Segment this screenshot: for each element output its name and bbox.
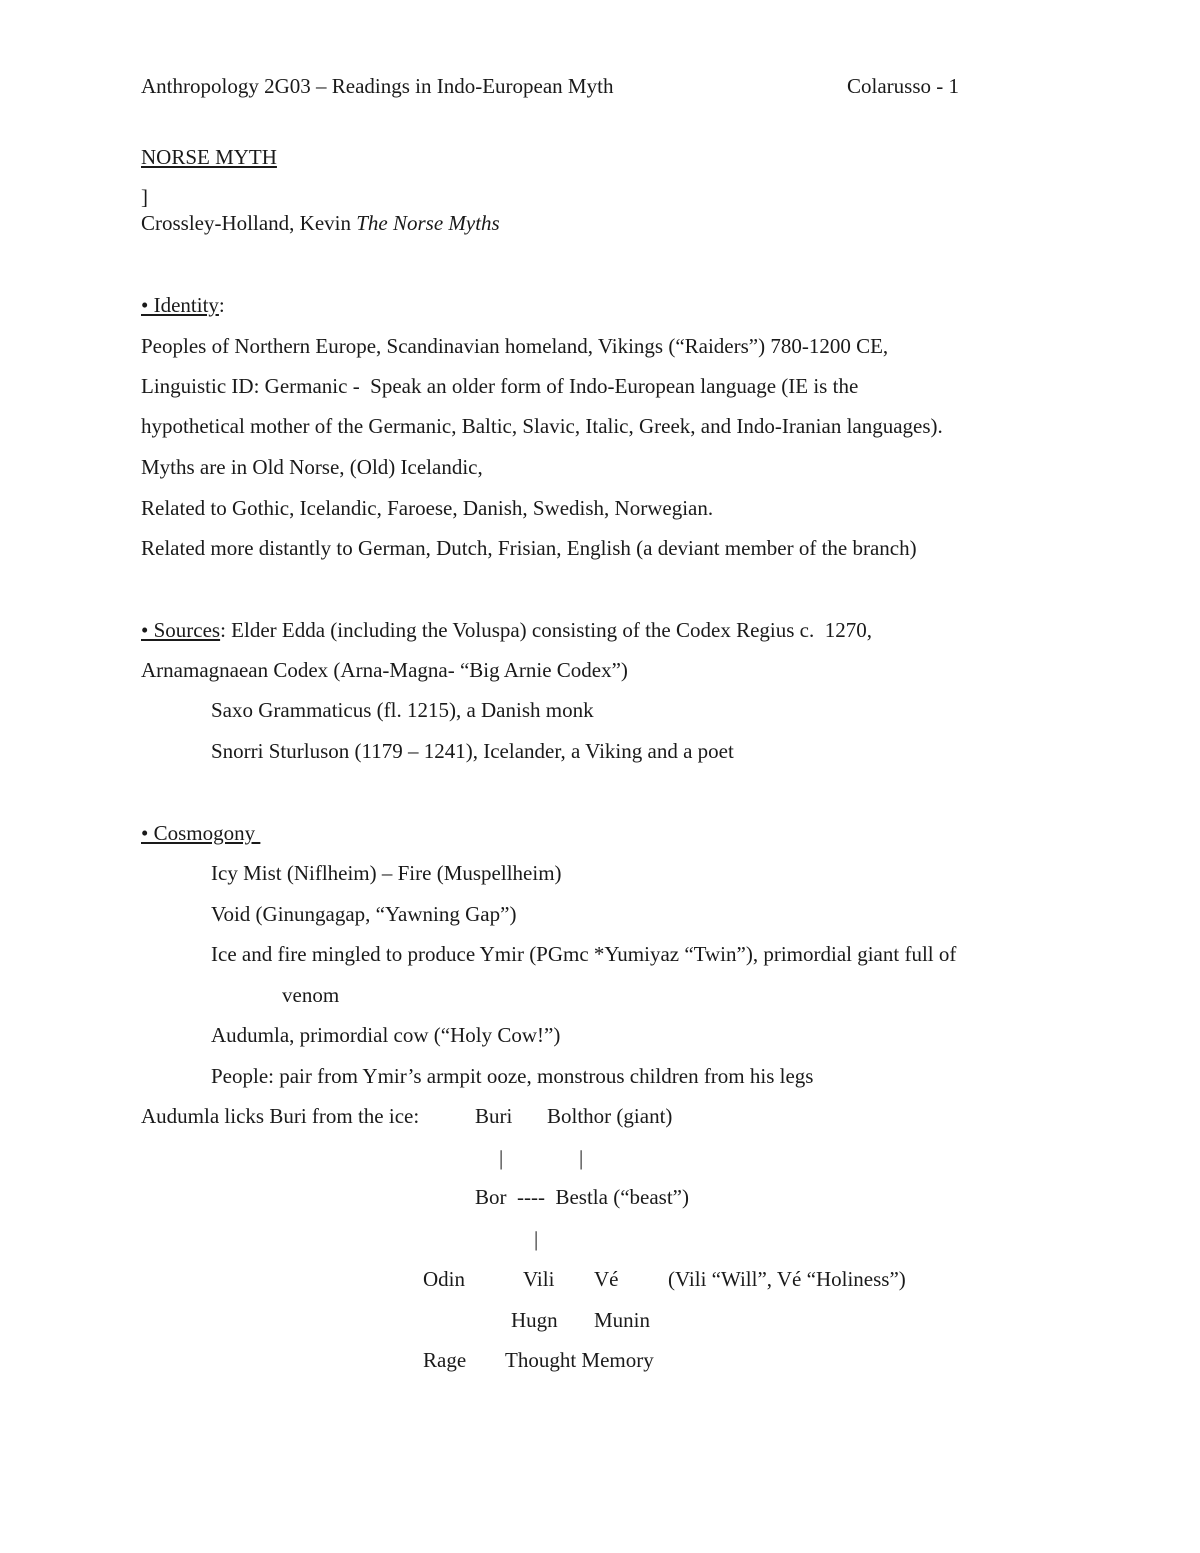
cosmogony-line-3: Ice and fire mingled to produce Ymir (PGmc *Yumiyaz “Twin”), primordial giant full of bbox=[211, 942, 957, 966]
document-header-page-ref: Colarusso - 1 bbox=[847, 74, 959, 98]
identity-line-1: Peoples of Northern Europe, Scandinavian homeland, Vikings (“Raiders”) 780-1200 CE, bbox=[141, 334, 889, 358]
sources-first-line: : Elder Edda (including the Voluspa) consisting of the Codex Regius c. 1270, bbox=[220, 618, 872, 642]
identity-line-5: Related to Gothic, Icelandic, Faroese, Danish, Swedish, Norwegian. bbox=[141, 496, 714, 520]
genealogy-vili: Vili bbox=[523, 1267, 555, 1291]
genealogy-odin: Odin bbox=[423, 1267, 465, 1291]
document-title: NORSE MYTH bbox=[141, 145, 277, 169]
genealogy-connector-bor: | bbox=[534, 1227, 539, 1251]
genealogy-munin: Munin bbox=[594, 1308, 651, 1332]
identity-heading-line bbox=[141, 293, 225, 317]
genealogy-bolthor: Bolthor (giant) bbox=[547, 1104, 673, 1128]
identity-line-4: Myths are in Old Norse, (Old) Icelandic, bbox=[141, 455, 483, 479]
cosmogony-line-1: Icy Mist (Niflheim) – Fire (Muspellheim) bbox=[211, 861, 562, 885]
genealogy-buri: Buri bbox=[475, 1104, 513, 1128]
identity-heading: • Identity bbox=[141, 293, 219, 317]
genealogy-intro: Audumla licks Buri from the ice: bbox=[141, 1104, 420, 1128]
stray-bracket: ] bbox=[141, 185, 148, 209]
sources-heading-line bbox=[141, 618, 872, 642]
identity-line-2: Linguistic ID: Germanic - Speak an older form of Indo-European language (IE is the bbox=[141, 374, 859, 398]
cosmogony-line-3-continued: venom bbox=[282, 983, 340, 1007]
sources-line-3: Saxo Grammaticus (fl. 1215), a Danish monk bbox=[211, 698, 594, 722]
genealogy-connector-buri: | bbox=[499, 1146, 504, 1170]
sources-line-2: Arnamagnaean Codex (Arna-Magna- “Big Arnie Codex”) bbox=[141, 658, 628, 682]
genealogy-rage: Rage bbox=[423, 1348, 467, 1372]
cosmogony-line-2: Void (Ginungagap, “Yawning Gap”) bbox=[211, 902, 517, 926]
cosmogony-heading: • Cosmogony bbox=[141, 821, 261, 845]
reference-author: Crossley-Holland, Kevin bbox=[141, 211, 357, 235]
identity-colon: : bbox=[218, 293, 225, 317]
reference-book-title: The Norse Myths bbox=[356, 211, 500, 235]
genealogy-hugn: Hugn bbox=[511, 1308, 558, 1332]
identity-line-6: Related more distantly to German, Dutch, Frisian, English (a deviant member of the branch) bbox=[141, 536, 917, 560]
identity-line-3: hypothetical mother of the Germanic, Baltic, Slavic, Italic, Greek, and Indo-Iranian languages). bbox=[141, 414, 943, 438]
genealogy-bor-bestla: Bor ---- Bestla (“beast”) bbox=[475, 1185, 689, 1209]
genealogy-gloss: (Vili “Will”, Vé “Holiness”) bbox=[668, 1267, 906, 1291]
sources-line-4: Snorri Sturluson (1179 – 1241), Icelander, a Viking and a poet bbox=[211, 739, 734, 763]
genealogy-thought-memory: Thought Memory bbox=[505, 1348, 654, 1372]
genealogy-ve: Vé bbox=[594, 1267, 619, 1291]
genealogy-connector-bolthor: | bbox=[579, 1146, 584, 1170]
document-header-course: Anthropology 2G03 – Readings in Indo-European Myth bbox=[141, 74, 614, 98]
cosmogony-line-5: People: pair from Ymir’s armpit ooze, monstrous children from his legs bbox=[211, 1064, 814, 1088]
sources-heading: • Sources bbox=[141, 618, 221, 642]
cosmogony-line-4: Audumla, primordial cow (“Holy Cow!”) bbox=[211, 1023, 561, 1047]
reference-line bbox=[141, 211, 500, 235]
